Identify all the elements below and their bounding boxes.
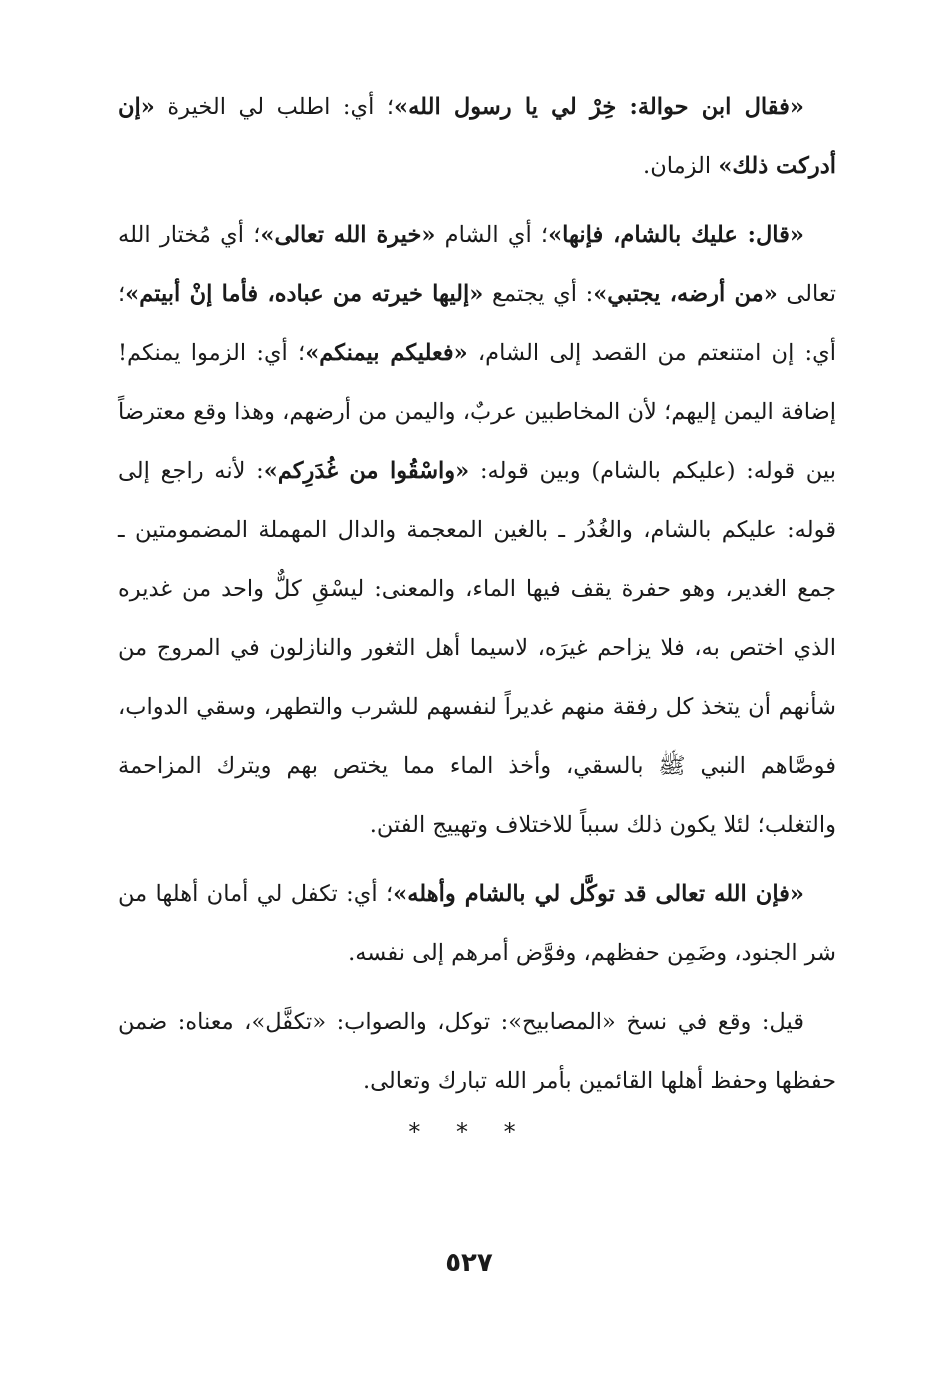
commentary-text-span: قيل: وقع في نسخ «المصابيح»: توكل، والصواب: «تكفَّل»، معناه: ضمن حفظها وحفظ أهلها القائمين بأمر الله تبارك وتعالى. xyxy=(118,1009,836,1094)
quoted-hadith-text: «إن أدركت ذلك» xyxy=(118,94,836,179)
quoted-hadith-text: «خيرة الله تعالى» xyxy=(260,222,436,248)
commentary-text-span: : أي يجتمع xyxy=(483,281,594,307)
quoted-hadith-text: «فإن الله تعالى قد توكَّل لي بالشام وأهله» xyxy=(393,881,804,907)
quoted-hadith-text: «فقال ابن حوالة: خِرْ لي يا رسول الله» xyxy=(394,94,804,120)
commentary-text-span: ؛ أي مُختار الله تعالى xyxy=(118,222,836,307)
commentary-text-span: ؛ أي: إن امتنعتم من القصد إلى الشام، xyxy=(118,281,836,366)
commentary-text-span: ؛ أي: تكفل لي أمان أهلها من شر الجنود، وضَمِن حفظهم، وفوَّض أمرهم إلى نفسه. xyxy=(118,881,836,966)
commentary-text-span: ؛ أي: اطلب لي الخيرة xyxy=(154,94,395,120)
section-separator: * * * xyxy=(408,1118,530,1146)
quoted-hadith-text: «إليها خيرته من عباده، فأما إنْ أبيتم» xyxy=(125,281,484,307)
paragraph-4 xyxy=(118,993,836,1111)
commentary-text xyxy=(118,78,836,1111)
commentary-text-span: الزمان. xyxy=(643,153,719,179)
quoted-hadith-text: «من أرضه، يجتبي» xyxy=(593,281,778,307)
commentary-text-span: ؛ أي: الزموا يمنكم! إضافة اليمن إليهم؛ لأن المخاطبين عربٌ، واليمن من أرضهم، وهذا وقع معترضاً بين قوله: (عليكم بالشام) وبين قوله: xyxy=(118,340,836,484)
quoted-hadith-text: «فعليكم بيمنكم» xyxy=(305,340,468,366)
commentary-text-span: ؛ أي الشام xyxy=(435,222,549,248)
paragraph-2 xyxy=(118,206,836,855)
page-number: ٥٢٧ xyxy=(445,1248,493,1278)
quoted-hadith-text: «واسْقُوا من غُدَرِكم» xyxy=(263,458,470,484)
paragraph-3 xyxy=(118,865,836,983)
paragraph-1 xyxy=(118,78,836,196)
quoted-hadith-text: «قال: عليك بالشام، فإنها» xyxy=(548,222,804,248)
commentary-text-span: : لأنه راجع إلى قوله: عليكم بالشام، والغُدُر ـ بالغين المعجمة والدال المهملة المضمومتين ـ جمع الغدير، وهو حفرة يقف فيها الماء، والمعنى: ليسْقِ كلٌّ واحد من غديره الذي اختص به، فلا يزاحم غيرَه، لاسيما أهل الثغور والنازلون في المروج من شأنهم أن يتخذ كل رفقة منهم غديراً لنفسهم للشرب والتطهر، وسقي الدواب، فوصَّاهم النبي ﷺ بالسقي، وأخذ الماء مما يختص بهم ويترك المزاحمة والتغلب؛ لئلا يكون ذلك سبباً للاختلاف وتهييج الفتن. xyxy=(118,458,836,838)
